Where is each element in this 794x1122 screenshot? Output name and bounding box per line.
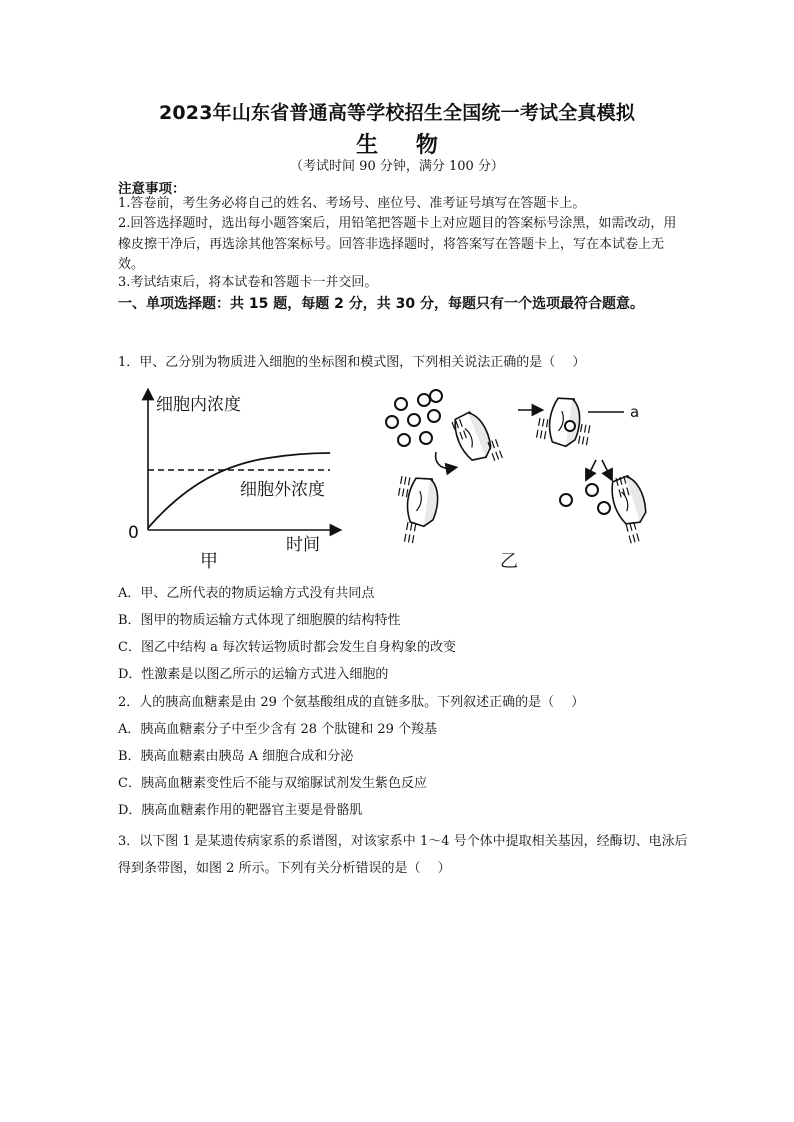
question-3-stem: 3．以下图 1 是某遗传病家系的系谱图，对该家系中 1～4 号个体中提取相关基因，经酶切、电泳后得到条带图，如图 2 所示。下列有关分析错误的是（ ） — [118, 834, 688, 876]
x-axis-label: 时间 — [286, 535, 320, 555]
carrier-bound — [537, 396, 590, 448]
question-1-option-c: C．图乙中结构 a 每次转运物质时都会发生自身构象的改变 — [118, 640, 456, 655]
figure-svg — [118, 382, 678, 577]
structure-a-label: a — [630, 403, 640, 421]
graph-caption: 甲 — [200, 551, 218, 572]
arrow-binding — [436, 452, 452, 468]
note-item-3: 3.考试结束后，将本试卷和答题卡一并交回。 — [118, 275, 378, 290]
carrier-open-outside — [450, 409, 502, 464]
section-heading-single-choice: 一、单项选择题：共 15 题，每题 2 分，共 30 分，每题只有一个选项最符合题意。 — [118, 296, 644, 312]
model-caption: 乙 — [500, 551, 518, 572]
question-1-option-b: B．图甲的物质运输方式体现了细胞膜的结构特性 — [118, 613, 401, 628]
notes-heading: 注意事项： — [118, 181, 186, 197]
question-2-stem: 2．人的胰高血糖素是由 29 个氨基酸组成的直链多肽。下列叙述正确的是（ ） — [118, 695, 585, 710]
graph-jia — [128, 394, 336, 572]
question-1-figure — [118, 382, 678, 577]
exam-title: 2023年山东省普通高等学校招生全国统一考试全真模拟 — [158, 102, 636, 124]
reference-line-label: 细胞外浓度 — [240, 480, 325, 500]
subject-title: 生 物 — [356, 133, 438, 158]
question-1-option-d: D．性激素是以图乙所示的运输方式进入细胞的 — [118, 667, 389, 682]
question-2-option-a: A．胰高血糖素分子中至少含有 28 个肽键和 29 个羧基 — [118, 722, 438, 737]
note-item-2: 2.回答选择题时，选出每小题答案后，用铅笔把答题卡上对应题目的答案标号涂黑，如需改动，用橡皮擦干净后，再选涂其他答案标号。回答非选择题时，将答案写在答题卡上，写在本试卷上无效。 — [118, 216, 677, 272]
arrow-release-left — [588, 460, 596, 476]
question-2-option-b: B．胰高血糖素由胰岛 A 细胞合成和分泌 — [118, 749, 354, 764]
model-yi — [386, 390, 649, 572]
question-1-option-a: A．甲、乙所代表的物质运输方式没有共同点 — [118, 586, 375, 601]
question-2-option-d: D．胰高血糖素作用的靶器官主要是骨骼肌 — [118, 803, 363, 818]
question-1-stem: 1．甲、乙分别为物质进入细胞的坐标图和模式图，下列相关说法正确的是（ ） — [118, 355, 586, 370]
carrier-lower-left — [399, 476, 442, 544]
note-item-1: 1.答卷前，考生务必将自己的姓名、考场号、座位号、准考证号填写在答题卡上。 — [118, 196, 586, 211]
carrier-open-inside — [608, 473, 649, 543]
y-axis-label: 细胞内浓度 — [156, 395, 241, 415]
question-2-option-c: C．胰高血糖素变性后不能与双缩脲试剂发生紫色反应 — [118, 776, 427, 791]
exam-time-score: （考试时间 90 分钟，满分 100 分） — [290, 159, 504, 174]
origin-label: 0 — [128, 523, 139, 543]
arrow-release-right — [602, 460, 610, 476]
